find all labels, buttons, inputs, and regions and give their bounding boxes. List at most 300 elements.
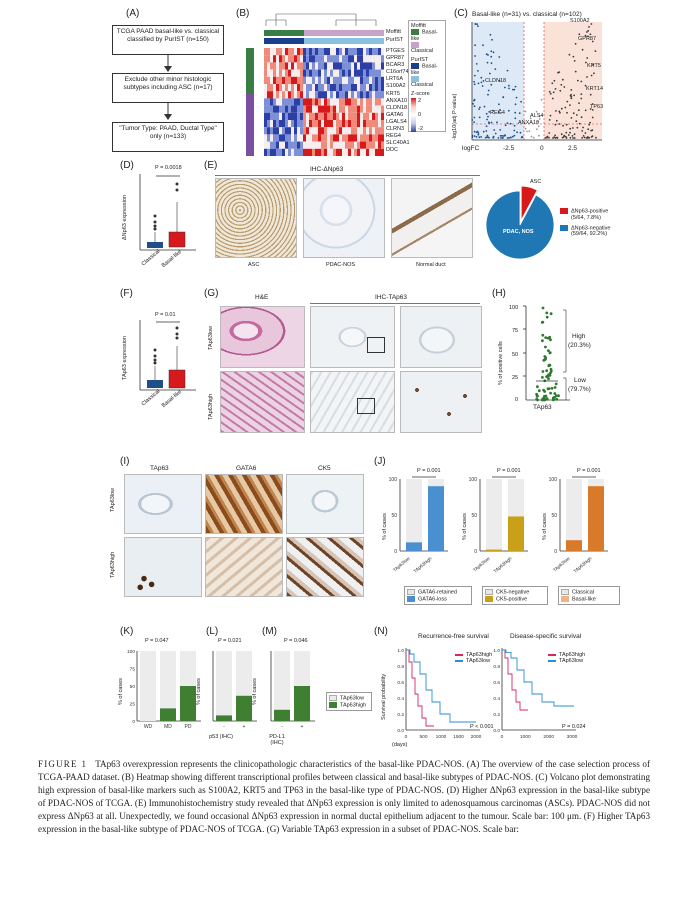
heatmap-cell	[306, 55, 309, 62]
e-legend-neg-sub: (59/64, 92.2%)	[571, 231, 608, 238]
heatmap-cell	[288, 70, 291, 77]
heatmap-cell	[336, 48, 339, 55]
heatmap-cell	[270, 113, 273, 120]
heatmap-cell	[348, 91, 351, 98]
heatmap-cell	[330, 70, 333, 77]
heatmap-cell	[327, 48, 330, 55]
heatmap-cell	[375, 127, 378, 134]
volcano-point	[502, 137, 504, 139]
heatmap-cell	[339, 98, 342, 105]
heatmap-cell	[348, 77, 351, 84]
volcano-point	[585, 110, 587, 112]
heatmap-cell	[318, 134, 321, 141]
heatmap-cell	[354, 98, 357, 105]
heatmap-cell	[363, 113, 366, 120]
heatmap-cell	[282, 91, 285, 98]
heatmap-cell	[306, 106, 309, 113]
scatter-point	[550, 370, 553, 373]
heatmap-cell	[351, 91, 354, 98]
heatmap-cell	[300, 48, 303, 55]
heatmap-cell	[360, 91, 363, 98]
x-tick: TAp63low	[392, 555, 411, 573]
gene-label: TP63	[590, 104, 604, 110]
heatmap-cell	[360, 113, 363, 120]
heatmap-cell	[342, 70, 345, 77]
volcano-point	[485, 137, 487, 139]
heatmap-cell	[264, 98, 267, 105]
heatmap-cell	[282, 149, 285, 156]
heatmap-cell	[366, 106, 369, 113]
heatmap-cell	[276, 149, 279, 156]
volcano-point	[548, 132, 550, 134]
i-ck5-low	[286, 474, 364, 534]
i-col-label: GATA6	[236, 465, 257, 472]
heatmap-cell	[297, 113, 300, 120]
heatmap-cell	[354, 62, 357, 69]
heatmap-cell	[303, 55, 306, 62]
legend-zscore-title: Z-score	[411, 91, 430, 98]
d-boxplot	[130, 172, 200, 262]
heatmap-cell	[303, 120, 306, 127]
heatmap-cell	[354, 55, 357, 62]
heatmap-cell	[339, 62, 342, 69]
volcano-point	[486, 53, 488, 55]
heatmap-cell	[297, 98, 300, 105]
heatmap-cell	[291, 134, 294, 141]
volcano-point	[572, 127, 574, 129]
heatmap-cell	[378, 70, 381, 77]
legend-moffitt-classical: Classical	[411, 48, 434, 55]
volcano-point	[478, 83, 480, 85]
heatmap-cell	[270, 106, 273, 113]
n-ylabel: Survival probability	[381, 673, 387, 720]
heatmap-cell	[294, 98, 297, 105]
heatmap-cell	[312, 62, 315, 69]
heatmap-cell	[294, 113, 297, 120]
heatmap-cell	[309, 120, 312, 127]
heatmap-cell	[363, 134, 366, 141]
heatmap-cell	[321, 62, 324, 69]
volcano-point	[495, 133, 497, 135]
i-gata6-low	[205, 474, 283, 534]
heatmap-cell	[336, 127, 339, 134]
volcano-point	[514, 112, 516, 114]
j-pvalue: P = 0.001	[417, 468, 441, 474]
heatmap-cell	[372, 62, 375, 69]
volcano-point	[578, 102, 580, 104]
heatmap-cell	[381, 55, 384, 62]
volcano-point	[496, 121, 498, 123]
volcano-point	[577, 127, 579, 129]
heatmap-cell	[381, 149, 384, 156]
j-legend-2	[482, 586, 548, 605]
scatter-point	[546, 375, 549, 378]
heatmap-cell	[345, 70, 348, 77]
heatmap-cell	[279, 98, 282, 105]
n-legend-text: TAp63high	[559, 652, 586, 658]
scatter-point	[538, 389, 541, 392]
y-tick: 0.6	[397, 681, 404, 686]
heatmap-cell	[339, 91, 342, 98]
volcano-point	[476, 136, 478, 138]
heatmap-cell	[330, 134, 333, 141]
heatmap-cell	[315, 134, 318, 141]
heatmap-cell	[351, 134, 354, 141]
scatter-point	[543, 355, 546, 358]
volcano-point	[507, 70, 509, 72]
volcano-point	[490, 34, 492, 36]
heatmap-cell	[279, 91, 282, 98]
y-tick: 0	[474, 549, 477, 555]
g-zoom-box-high	[357, 398, 375, 414]
heatmap-cell	[285, 55, 288, 62]
heatmap-cell	[372, 127, 375, 134]
volcano-point	[475, 23, 477, 25]
heatmap-cell	[357, 120, 360, 127]
g-he-high	[220, 371, 305, 433]
heatmap-cell	[288, 55, 291, 62]
heatmap-cell	[369, 120, 372, 127]
volcano-point	[477, 25, 479, 27]
heatmap-cell	[354, 120, 357, 127]
heatmap-cell	[327, 84, 330, 91]
heatmap-cell	[279, 134, 282, 141]
heatmap-cell	[297, 77, 300, 84]
n-legend-text: TAp63low	[466, 658, 491, 665]
heatmap-cell	[372, 142, 375, 149]
heatmap-cell	[357, 62, 360, 69]
heatmap-cell	[351, 120, 354, 127]
heatmap-cell	[375, 98, 378, 105]
heatmap-cell	[318, 48, 321, 55]
heatmap-cell	[360, 77, 363, 84]
heatmap-cell	[372, 98, 375, 105]
volcano-point	[556, 137, 558, 139]
heatmap-cell	[369, 70, 372, 77]
heatmap-cell	[333, 84, 336, 91]
heatmap-cell	[360, 127, 363, 134]
volcano-point	[585, 132, 587, 134]
heatmap-cell	[381, 106, 384, 113]
heatmap-cell	[309, 113, 312, 120]
heatmap-cell	[348, 127, 351, 134]
heatmap-cell	[327, 113, 330, 120]
legend-purist-classical: Classical	[411, 82, 434, 89]
heatmap-cell	[291, 106, 294, 113]
volcano-point	[584, 137, 586, 139]
scatter-point	[554, 386, 557, 389]
volcano-point	[552, 98, 554, 100]
heatmap-cell	[372, 55, 375, 62]
heatmap-cell	[381, 48, 384, 55]
heatmap-cell	[315, 70, 318, 77]
volcano-point	[559, 112, 561, 114]
heatmap-cell	[345, 134, 348, 141]
volcano-point	[581, 130, 583, 132]
volcano-point	[487, 94, 489, 96]
n-right-legend	[548, 652, 585, 664]
heatmap-cell	[333, 77, 336, 84]
e-pie-asc-label: ASC	[530, 179, 542, 185]
x-tick: MD	[164, 724, 172, 730]
scatter-point	[536, 385, 539, 388]
heatmap-cell	[321, 48, 324, 55]
e-legend	[560, 208, 610, 237]
heatmap-cell	[321, 84, 324, 91]
heatmap-cell	[345, 84, 348, 91]
heatmap-cell	[270, 84, 273, 91]
heatmap-cell	[276, 55, 279, 62]
heatmap-cell	[324, 77, 327, 84]
y-tick: 50	[551, 513, 557, 519]
heatmap-cell	[288, 134, 291, 141]
heatmap-cell	[327, 91, 330, 98]
x-tick: 2000	[470, 735, 482, 740]
heatmap-cell	[354, 70, 357, 77]
scatter-point	[555, 398, 558, 401]
heatmap-cell	[306, 142, 309, 149]
heatmap-cell	[288, 84, 291, 91]
j-pvalue: P = 0.001	[497, 468, 521, 474]
heatmap-cell	[324, 91, 327, 98]
heatmap-cell	[345, 113, 348, 120]
klm-bar-charts	[125, 645, 340, 735]
n-km-curves	[392, 640, 632, 750]
heatmap-cell	[291, 113, 294, 120]
heatmap-cell	[333, 149, 336, 156]
heatmap-cell	[294, 84, 297, 91]
volcano-point	[549, 91, 551, 93]
heatmap-cell	[351, 113, 354, 120]
heatmap-cell	[279, 106, 282, 113]
volcano-point	[504, 87, 506, 89]
flow-arrow-1	[160, 55, 176, 73]
heatmap-cell	[330, 149, 333, 156]
x-tick: 1000	[519, 735, 531, 740]
purist-bar-basal	[264, 38, 304, 44]
j-legend-text: GATA6-loss	[418, 595, 447, 602]
e-image-label: Normal duct	[416, 262, 446, 268]
e-image-label: ASC	[248, 262, 260, 268]
scatter-point	[541, 334, 544, 337]
heatmap-cell	[288, 142, 291, 149]
heatmap-cell	[339, 77, 342, 84]
heatmap-cell	[282, 98, 285, 105]
heatmap-cell	[297, 55, 300, 62]
heatmap-cell	[315, 113, 318, 120]
heatmap-cell	[294, 48, 297, 55]
volcano-point	[591, 75, 593, 77]
bar	[274, 710, 290, 721]
heatmap-cell	[279, 55, 282, 62]
heatmap-cell	[282, 134, 285, 141]
heatmap-cell	[315, 149, 318, 156]
heatmap-cell	[351, 98, 354, 105]
heatmap-cell	[378, 91, 381, 98]
volcano-xtick: 0	[540, 145, 544, 152]
heatmap-cell	[288, 98, 291, 105]
j-legend-text: Classical	[572, 589, 595, 596]
volcano-point	[570, 137, 572, 139]
heatmap-cell	[294, 77, 297, 84]
heatmap-cell	[345, 62, 348, 69]
volcano-point	[510, 137, 512, 139]
volcano-point	[569, 104, 571, 106]
volcano-point	[489, 73, 491, 75]
scatter-point	[552, 399, 555, 402]
figure-label: FIGURE 1	[38, 759, 88, 769]
heatmap-cell	[276, 120, 279, 127]
heatmap-cell	[381, 91, 384, 98]
heatmap-cell	[339, 134, 342, 141]
heatmap-cell	[288, 91, 291, 98]
heatmap-cell	[339, 120, 342, 127]
heatmap-cell	[330, 98, 333, 105]
bar	[216, 715, 232, 721]
y-tick: 100	[126, 650, 135, 655]
heatmap-cell	[264, 84, 267, 91]
gene-row-label: KRT5	[386, 90, 400, 97]
heatmap-cell	[288, 62, 291, 69]
volcano-point	[480, 136, 482, 138]
bar	[160, 708, 176, 721]
volcano-point	[580, 93, 582, 95]
volcano-point	[571, 117, 573, 119]
volcano-point	[490, 50, 492, 52]
zscore-tick: 0	[418, 112, 422, 119]
gene-row-label: DDC	[386, 147, 398, 154]
volcano-point	[473, 117, 475, 119]
volcano-point	[508, 85, 510, 87]
heatmap-cell	[312, 142, 315, 149]
scatter-point	[557, 394, 560, 397]
heatmap-cell	[372, 134, 375, 141]
side-label-basal: Basal-like	[238, 56, 244, 80]
heatmap-cell	[309, 142, 312, 149]
volcano-point	[556, 120, 558, 122]
volcano-xlabel: logFC	[462, 145, 480, 152]
volcano-point	[578, 33, 580, 35]
ihc-image-asc	[215, 178, 297, 258]
volcano-point	[477, 134, 479, 136]
j-ylabel: % of cases	[382, 513, 388, 540]
j-ylabel: % of cases	[542, 513, 548, 540]
bar	[566, 540, 582, 551]
heatmap-cell	[336, 62, 339, 69]
flow-box-2: Exclude other minor histologic subtypes including ASC (n=17)	[112, 73, 224, 103]
heatmap-cell	[300, 142, 303, 149]
panel-label-j: (J)	[374, 456, 386, 467]
heatmap-cell	[315, 98, 318, 105]
heatmap-cell	[342, 127, 345, 134]
heatmap-cell	[297, 70, 300, 77]
x-tick: 1000	[435, 735, 447, 740]
h-high-pct: (20.3%)	[568, 342, 591, 349]
volcano-point	[581, 116, 583, 118]
volcano-point	[575, 71, 577, 73]
volcano-point	[569, 54, 571, 56]
e-legend-pos: ΔNp63-positive	[571, 208, 609, 215]
heatmap-cell	[351, 106, 354, 113]
heatmap-cell	[360, 55, 363, 62]
heatmap-cell	[366, 48, 369, 55]
heatmap-cell	[270, 98, 273, 105]
heatmap-cell	[324, 149, 327, 156]
heatmap-cell	[342, 149, 345, 156]
scatter-point	[544, 336, 547, 339]
heatmap-cell	[369, 48, 372, 55]
heatmap-cell	[315, 127, 318, 134]
heatmap-cell	[357, 142, 360, 149]
heatmap-cell	[324, 98, 327, 105]
gene-label: KRT5	[587, 63, 601, 69]
volcano-point	[491, 62, 493, 64]
volcano-point	[485, 130, 487, 132]
d-ylabel: ΔNp63 expression	[122, 195, 128, 240]
heatmap-cell	[282, 62, 285, 69]
heatmap-cell	[267, 113, 270, 120]
heatmap-cell	[381, 70, 384, 77]
bar-background	[216, 651, 232, 721]
heatmap-cell	[345, 106, 348, 113]
heatmap-cell	[276, 48, 279, 55]
moffitt-bar-classical	[304, 30, 384, 36]
heatmap-cell	[351, 127, 354, 134]
heatmap-cell	[327, 127, 330, 134]
bar	[294, 686, 310, 721]
heatmap-cell	[285, 98, 288, 105]
heatmap-cell	[312, 106, 315, 113]
x-tick: WD	[143, 724, 153, 730]
heatmap-cell	[267, 98, 270, 105]
scatter-point	[546, 316, 549, 319]
volcano-point	[482, 85, 484, 87]
volcano-point	[476, 23, 478, 25]
heatmap-cell	[321, 70, 324, 77]
heatmap-cell	[282, 113, 285, 120]
heatmap-cell	[312, 84, 315, 91]
heatmap-cell	[303, 98, 306, 105]
volcano-point	[486, 119, 488, 121]
heatmap-cell	[330, 77, 333, 84]
m-legend	[326, 692, 372, 711]
heatmap-cell	[327, 149, 330, 156]
heatmap-cell	[282, 127, 285, 134]
heatmap-cell	[369, 106, 372, 113]
heatmap-cell	[312, 149, 315, 156]
heatmap-cell	[330, 62, 333, 69]
heatmap-cell	[339, 48, 342, 55]
volcano-point	[472, 103, 474, 105]
heatmap-cell	[312, 91, 315, 98]
heatmap-cell	[348, 98, 351, 105]
heatmap-cell	[372, 91, 375, 98]
g-ihc-title: IHC-TAp63	[375, 294, 408, 301]
j-legend-text: Basal-like	[572, 595, 596, 602]
h-ytick: 75	[512, 328, 519, 334]
heatmap-cell	[303, 113, 306, 120]
volcano-point	[573, 56, 575, 58]
gene-label: S100A2	[570, 18, 590, 24]
heatmap-cell	[324, 55, 327, 62]
volcano-point	[583, 135, 585, 137]
heatmap-cell	[267, 84, 270, 91]
e-legend-neg: ΔNp63-negative	[571, 225, 611, 231]
x-tick: 0	[500, 735, 504, 740]
heatmap-cell	[264, 149, 267, 156]
panel-label-c: (C)	[454, 8, 468, 19]
heatmap-cell	[282, 120, 285, 127]
